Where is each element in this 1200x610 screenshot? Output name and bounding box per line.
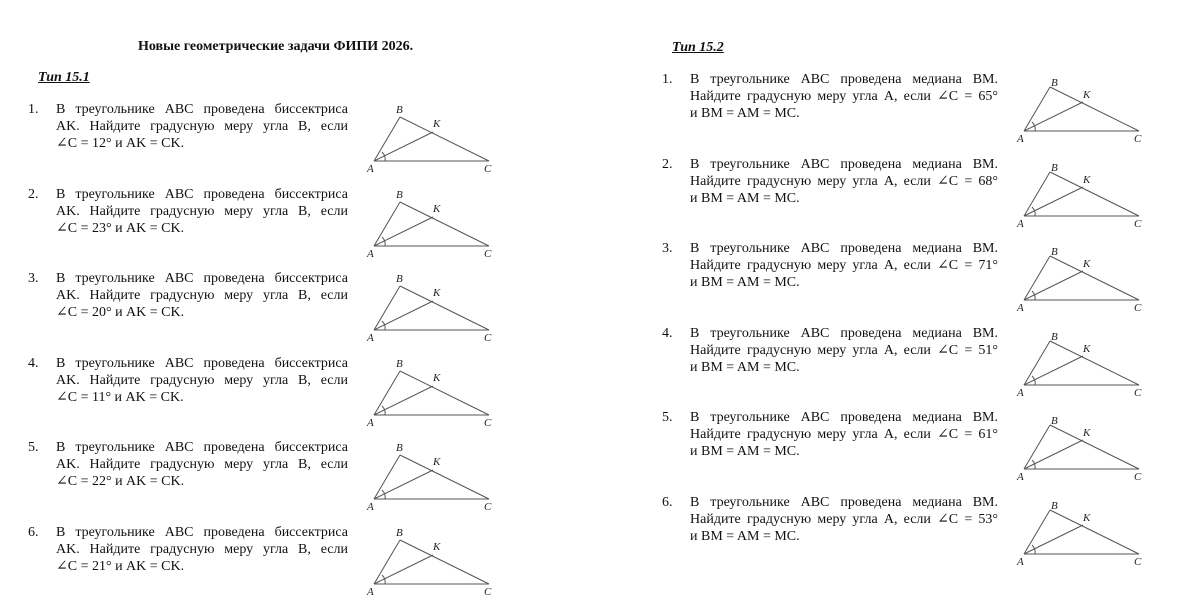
vertex-label-k: K	[1083, 89, 1091, 101]
problem-text-line: В треугольнике ABC проведена медиана BM.	[690, 72, 998, 87]
vertex-label-k: K	[1083, 258, 1091, 270]
vertex-label-k: K	[1083, 173, 1091, 186]
vertex-label-b: B	[1051, 415, 1058, 427]
triangle-figure	[366, 442, 498, 516]
problem-text	[690, 494, 998, 545]
vertex-label-a: A	[367, 332, 374, 344]
triangle-figure	[366, 358, 498, 432]
problem-text	[56, 186, 348, 237]
vertex-label-c: C	[484, 332, 492, 344]
problem-text	[690, 156, 998, 207]
triangle-side-bc	[1050, 172, 1139, 216]
vertex-label-k: K	[433, 371, 441, 384]
problem-text-line: В треугольнике ABC проведена биссектриса	[56, 524, 348, 540]
vertex-label-b: B	[396, 104, 403, 116]
problem-text-line: В треугольнике ABC проведена медиана BM.	[690, 241, 998, 256]
problem-text-line: ∠C = 11° и AK = CK.	[56, 389, 184, 405]
problem-text	[690, 325, 998, 376]
problem-number: 6.	[28, 524, 39, 540]
triangle-figure	[366, 189, 498, 263]
triangle-side-bc	[400, 286, 489, 330]
vertex-label-a: A	[1017, 133, 1024, 145]
vertex-label-c: C	[484, 416, 492, 429]
triangle-figure	[1016, 497, 1148, 571]
problem-text-line: Найдите градусную меру угла A, если ∠C = 68°	[690, 173, 998, 189]
vertex-label-a: A	[1017, 386, 1024, 399]
triangle-side-bc	[1050, 256, 1139, 300]
vertex-label-b: B	[1051, 499, 1058, 512]
problem-text-line: В треугольнике ABC проведена медиана BM.	[690, 156, 998, 172]
problem-text-line: ∠C = 22° и AK = CK.	[56, 474, 185, 489]
triangle-figure	[366, 527, 498, 601]
vertex-label-c: C	[1134, 302, 1142, 314]
problem-text-line: В треугольнике ABC проведена медиана BM.	[690, 494, 998, 510]
vertex-label-c: C	[484, 585, 492, 598]
triangle-side-bc	[1050, 510, 1139, 554]
vertex-label-c: C	[484, 163, 492, 175]
problem-number: 3.	[28, 271, 39, 286]
problem-text-line: Найдите градусную меру угла A, если ∠C = 65°	[690, 89, 998, 104]
vertex-label-k: K	[433, 202, 441, 215]
doc-title: Новые геометрические задачи ФИПИ 2026.	[138, 39, 414, 54]
problem-text-line: В треугольнике ABC проведена биссектриса	[56, 102, 348, 117]
vertex-label-k: K	[1083, 427, 1091, 439]
problem-number: 2.	[662, 156, 673, 172]
triangle-side-bc	[400, 117, 489, 161]
problem-text	[56, 355, 348, 406]
problem-text	[690, 71, 998, 122]
problem-number: 6.	[662, 494, 673, 510]
vertex-label-a: A	[1017, 555, 1024, 568]
vertex-label-a: A	[1017, 217, 1024, 230]
vertex-label-b: B	[396, 442, 403, 454]
problem-number: 3.	[662, 241, 673, 256]
problem-text-line: ∠C = 12° и AK = CK.	[56, 136, 185, 151]
problem-text	[56, 101, 348, 152]
problem-text-line: и BM = AM = MC.	[690, 106, 800, 121]
triangle-side-bc	[1050, 341, 1139, 385]
vertex-label-c: C	[1134, 555, 1142, 568]
vertex-label-a: A	[1017, 471, 1024, 483]
triangle-figure	[1016, 159, 1148, 233]
vertex-label-b: B	[396, 357, 403, 370]
problem-text-line: AK. Найдите градусную меру угла B, если	[56, 541, 348, 557]
vertex-label-a: A	[367, 247, 374, 260]
triangle-side-bc	[1050, 87, 1139, 131]
problem-number: 5.	[662, 410, 673, 425]
triangle-figure	[1016, 243, 1148, 317]
triangle-side-bc	[400, 455, 489, 499]
triangle-side-bc	[400, 202, 489, 246]
vertex-label-b: B	[396, 273, 403, 285]
triangle-side-bc	[400, 371, 489, 415]
vertex-label-b: B	[396, 188, 403, 201]
problem-text	[56, 270, 348, 321]
problem-text	[56, 524, 348, 575]
triangle-figure	[1016, 412, 1148, 486]
vertex-label-k: K	[433, 118, 441, 130]
vertex-label-c: C	[484, 247, 492, 260]
problem-text-line: AK. Найдите градусную меру угла B, если	[56, 457, 348, 472]
vertex-label-b: B	[396, 526, 403, 539]
problem-text-line: ∠C = 21° и AK = CK.	[56, 558, 185, 574]
problem-number: 1.	[28, 102, 39, 117]
vertex-label-c: C	[484, 501, 492, 513]
problem-text-line: и BM = AM = MC.	[690, 359, 800, 375]
vertex-label-c: C	[1134, 217, 1142, 230]
vertex-label-b: B	[1051, 161, 1058, 174]
triangle-figure	[1016, 74, 1148, 148]
vertex-label-k: K	[433, 540, 441, 553]
problem-text-line: и BM = AM = MC.	[690, 190, 800, 206]
problem-text-line: ∠C = 20° и AK = CK.	[56, 305, 185, 320]
problem-text-line: В треугольнике ABC проведена биссектриса	[56, 440, 348, 455]
problem-text-line: AK. Найдите градусную меру угла B, если	[56, 203, 348, 219]
vertex-label-a: A	[367, 163, 374, 175]
problem-text-line: Найдите градусную меру угла A, если ∠C = 53°	[690, 511, 998, 527]
problem-text	[690, 409, 998, 460]
vertex-label-b: B	[1051, 330, 1058, 343]
problem-text-line: В треугольнике ABC проведена медиана BM.	[690, 410, 998, 425]
problem-text-line: В треугольнике ABC проведена медиана BM.	[690, 325, 998, 341]
vertex-label-a: A	[367, 501, 374, 513]
problem-text-line: Найдите градусную меру угла A, если ∠C = 71°	[690, 258, 998, 273]
problem-text-line: и BM = AM = MC.	[690, 275, 800, 290]
vertex-label-a: A	[367, 585, 374, 598]
problem-number: 2.	[28, 186, 39, 202]
vertex-label-b: B	[1051, 246, 1058, 258]
vertex-label-c: C	[1134, 471, 1142, 483]
problem-text-line: В треугольнике ABC проведена биссектриса	[56, 271, 348, 286]
triangle-figure	[366, 273, 498, 347]
vertex-label-a: A	[367, 416, 374, 429]
problem-text-line: AK. Найдите градусную меру угла B, если	[56, 372, 348, 388]
triangle-figure	[366, 104, 498, 178]
problem-text-line: В треугольнике ABC проведена биссектриса	[56, 186, 348, 202]
problem-number: 5.	[28, 440, 39, 455]
problem-number: 1.	[662, 72, 673, 87]
problem-text-line: AK. Найдите градусную меру угла B, если	[56, 288, 348, 303]
problem-text-line: и BM = AM = MC.	[690, 528, 800, 544]
problem-text	[56, 439, 348, 490]
vertex-label-c: C	[1134, 386, 1142, 399]
triangle-figure	[1016, 328, 1148, 402]
problem-number: 4.	[662, 325, 673, 341]
vertex-label-k: K	[433, 456, 441, 468]
problem-text-line: В треугольнике ABC проведена биссектриса	[56, 355, 348, 371]
vertex-label-k: K	[433, 287, 441, 299]
vertex-label-c: C	[1134, 133, 1142, 145]
vertex-label-b: B	[1051, 77, 1058, 89]
section-heading-15-2: Тип 15.2	[672, 40, 724, 55]
vertex-label-k: K	[1083, 342, 1091, 355]
triangle-side-bc	[400, 540, 489, 584]
problem-text-line: AK. Найдите градусную меру угла B, если	[56, 119, 348, 134]
problem-text-line: Найдите градусную меру угла A, если ∠C = 61°	[690, 427, 998, 442]
problem-text-line: и BM = AM = MC.	[690, 444, 800, 459]
section-heading-15-1: Тип 15.1	[38, 70, 90, 85]
vertex-label-k: K	[1083, 511, 1091, 524]
triangle-side-bc	[1050, 425, 1139, 469]
problem-text-line: ∠C = 23° и AK = CK.	[56, 220, 185, 236]
problem-text	[690, 240, 998, 291]
problem-text-line: Найдите градусную меру угла A, если ∠C = 51°	[690, 342, 998, 358]
vertex-label-a: A	[1017, 302, 1024, 314]
problem-number: 4.	[28, 355, 39, 371]
